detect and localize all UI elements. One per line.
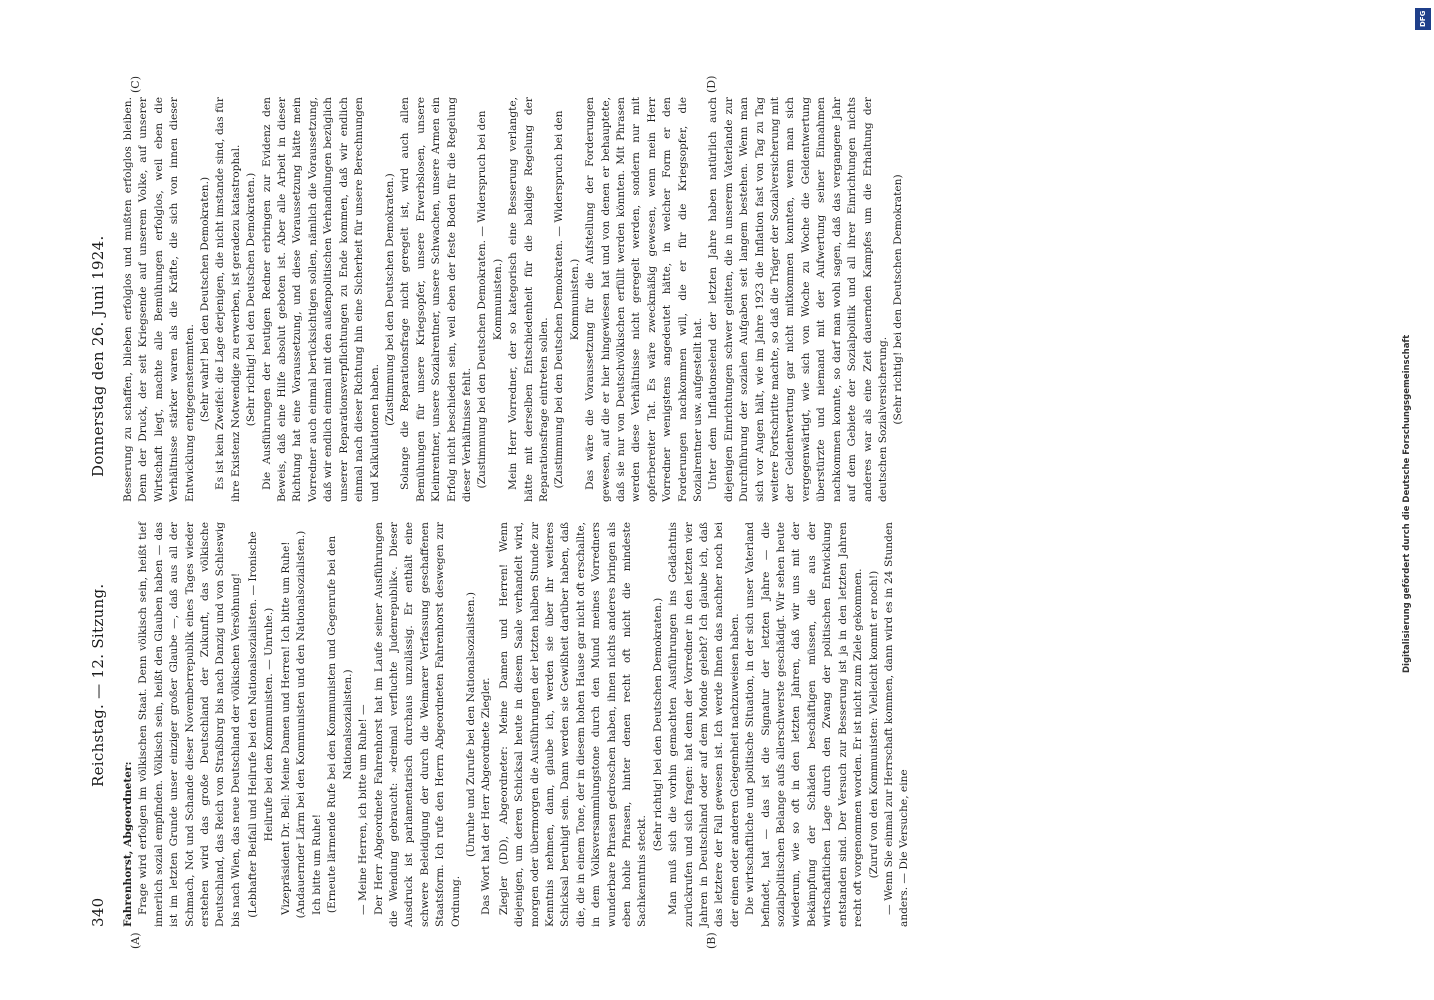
text-column-right [121,97,907,502]
interjection: (Zustimmung bei den Deutschen Demokraten. — Widerspruch bei den Kommunisten.) [553,110,581,489]
paragraph: Der Herr Abgeordnete Fahrenhorst hat im Laufe seiner Ausführungen die Wendung gebraucht: »dreimal verfluchte Judenrepublik«. Dieser Ausdruck ist parlamentarisch durchaus unzulässig. Er enthält eine schwere Beleidigung der durch die Weimarer Verfassung geschaffenen Staatsform. Ich rufe den Herrn Abgeordneten Fahrenhorst deswegen zur Ordnung. [372,522,462,927]
margin-mark-a: (A) [129,932,142,949]
margin-mark-c: (C) [129,76,142,93]
paragraph: Es ist kein Zweifel: die Lage derjenigen, die nicht imstande sind, das für ihre Existenz Notwendige zu erwerben, ist geradezu katastrophal. [214,97,242,502]
dfg-logo: DFG [1415,8,1431,30]
header-right-title: Donnerstag den 26. Juni 1924. [89,235,107,477]
speaker-name: Fahrenhorst, Abgeordneter: [122,761,134,927]
interjection: (Lebhafter Beifall und Heilrufe bei den Nationalsozialisten. — Ironische Heilrufe bei den Kommunisten. — Unruhe.) [247,531,275,918]
margin-mark-b: (B) [705,932,718,949]
interjection: (Sehr richtig! bei den Deutschen Demokraten.) [245,172,258,427]
interjection: (Unruhe und Zurufe bei den Nationalsozialisten.) [464,592,477,857]
header-left-title: Reichstag. — 12. Sitzung. [89,583,107,787]
paragraph: — Wenn Sie einmal zur Herrschaft kommen, dann wird es in 24 Stunden anders. — Die Versuche, eine [882,522,911,927]
interjection: (Sehr richtig! bei den Deutschen Demokraten) [892,174,905,425]
paragraph: — Meine Herren, ich bitte um Ruhe! — [357,704,370,915]
paragraph: Das wäre die Voraussetzung für die Aufstellung der Forderungen gewesen, auf die er hier hingewiesen hat und von denen er behauptete, daß sie nur von Deutschvölkischen erfüllt werden könnten. Mit Phrasen werden diese Verhältnisse nicht geregelt werden, sondern nur mit opferbereiter Tat. Es wäre zweckmäßig gewesen, wenn mein Herr Vorredner wenigstens angedeutet hätte, in welcher Form er den Forderungen nachkommen will, die er für die Kriegsopfer, die Sozialrentner usw. aufgestellt hat. [584,97,705,502]
page-header [87,47,113,927]
paragraph: Solange die Reparationsfrage nicht geregelt ist, wird auch allen Bemühungen für unsere Kriegsopfer, unsere Erwerbslosen, unsere Kleinrentner, unsere Sozialrentner, unsere Schwachen, unsere Armen ein Erfolg nicht beschieden sein, weil eben der feste Boden für die Regelung dieser Verhältnisse fehlt. [399,97,473,502]
digitization-credit: Digitalisierung gefördert durch die Deutsche Forschungsgemeinschaft [1402,334,1412,674]
interjection: (Sehr wahr! bei den Deutschen Demokraten.) [199,176,212,423]
margin-mark-d: (D) [705,75,718,93]
interjection: (Zuruf von den Kommunisten: Vielleicht kommt er noch!) [867,570,880,879]
paragraph: Ziegler (DD), Abgeordneter: Meine Damen und Herren! Wenn diejenigen, um deren Schicksal heute in diesem Saale verhandelt wird, morgen oder übermorgen die Ausführungen der letzten halben Stunde zur Kenntnis nehmen, dann, glaube ich, werden sie über ihr weiteres Schicksal beruhigt sein. Dann werden sie Gewißheit darüber haben, daß die, die in einem Tone, der in diesem hohen Hause gar nicht oft erschallte, in dem Volksversammlungstone durch den Mund meines Vorredners wunderbare Phrasen gedroschen haben, ihnen nichts anderes bringen als eben hohle Phrasen, hinter denen recht oft nicht die mindeste Sachkenntnis steckt. [497,522,649,927]
interjection: (Zustimmung bei den Deutschen Demokraten. — Widerspruch bei den Kommunisten.) [476,110,504,489]
interjection: (Andauernder Lärm bei den Kommunisten und den Nationalsozialisten.) [295,530,308,919]
paragraph: Vizepräsident Dr. Bell: Meine Damen und Herren! Ich bitte um Ruhe! [280,541,293,915]
paragraph: Frage wird erfolgen im völkischen Staat. Denn völkisch sein, heißt tief innerlich sozial empfinden. Völkisch sein, heißt den Glauben haben — das ist im letzten Grunde unser einziger großer Glaube —, daß aus all der Schmach, Not und Schande dieser Novemberrepublik eines Tages wieder erstehen wird das große Deutschland der Zukunft, das völkische Deutschland, das Reich von Straßburg bis nach Danzig und von Schleswig bis nach Wien, das neue Deutschland der völkischen Versöhnung! [137,522,242,927]
paragraph: Besserung zu schaffen, blieben erfolglos und mußten erfolglos bleiben. Denn der Druck, der seit Kriegsende auf unserem Volke, auf unserer Wirtschaft liegt, machte alle Bemühungen erfolglos, weil eben die Verhältnisse stärker waren als die Kräfte, die sich von innen dieser Entwicklung entgegenstemmten. [122,97,196,502]
paragraph: Die Ausführungen der heutigen Redner erbringen zur Evidenz den Beweis, daß eine Hilfe absolut geboten ist. Aber alle Arbeit in dieser Richtung hat eine Voraussetzung, und diese Voraussetzung hätte mein Vorredner auch einmal berücksichtigen sollen, nämlich die Voraussetzung, daß wir endlich einmal mit den außenpolitischen Verhandlungen bezüglich unserer Reparationsverpflichtungen zu Ende kommen, daß wir endlich einmal nach dieser Richtung hin eine Sicherheit für unsere Berechnungen und Kalkulationen haben. [260,97,381,502]
paragraph: Unter dem Inflationselend der letzten Jahre haben natürlich auch diejenigen Einrichtungen schwer gelitten, die in unserem Vaterlande zur Durchführung der sozialen Aufgaben seit langem bestehen. Wenn man sich vor Augen hält, wie im Jahre 1923 die Inflation fast von Tag zu Tag weitere Fortschritte machte, so daß die Träger der Sozialversicherung mit der Geldentwertung gar nicht mitkommen konnten, wenn man sich vergegenwärtigt, wie sich von Woche zu Woche die Geldentwertung überstürzte und niemand mit der Aufwertung seiner Einnahmen nachkommen konnte, so darf man wohl sagen, daß das vergangene Jahr auf dem Gebiete der Sozialpolitik und all ihrer Einrichtungen nichts anderes war als eine Zeit dauernden Kampfes um die Erhaltung der deutschen Sozialversicherung. [707,97,889,502]
rotated-page-content [87,47,1307,949]
paragraph: Ich bitte um Ruhe! [310,813,323,915]
page-number: 340 [89,897,107,927]
paragraph: Mein Herr Vorredner, der so kategorisch eine Besserung verlangte, hätte mit derselben Entschiedenheit für die baldige Regelung der Reparationsfrage eintreten sollen. [507,97,550,502]
text-column-left [121,522,913,927]
interjection: (Erneute lärmende Rufe bei den Kommunisten und Gegenrufe bei den Nationalsozialisten.) [326,535,354,914]
interjection: (Zustimmung bei den Deutschen Demokraten.) [383,173,396,426]
paragraph: Man muß sich die vorhin gemachten Ausführungen ins Gedächtnis zurückrufen und sich fragen: hat denn der Vorredner in den letzten vier Jahren in Deutschland oder auf dem Monde gelebt? Ich glaube ich, daß das letztere der Fall gewesen ist. Ich werde Ihnen das nachher noch bei der einen oder anderen Gelegenheit nachzuweisen haben. [667,522,741,927]
paragraph: Die wirtschaftliche und politische Situation, in der sich unser Vaterland befindet, hat — das ist die Signatur der letzten Jahre — die sozialpolitischen Belange aufs allerschwerste geschädigt. Wir sehen heute wiederum, wie so oft in den letzten Jahren, daß wir uns mit der Bekämpfung der Schäden beschäftigen müssen, die aus der wirtschaftlichen Lage durch den Zwang der politischen Entwicklung entstanden sind. Der Versuch zur Besserung ist ja in den letzten Jahren recht oft vorgenommen worden. Er ist nicht zum Ziele gekommen. [744,522,865,927]
interjection: (Sehr richtig! bei den Deutschen Demokraten.) [651,597,664,852]
paragraph: Das Wort hat der Herr Abgeordnete Ziegler. [480,677,493,915]
